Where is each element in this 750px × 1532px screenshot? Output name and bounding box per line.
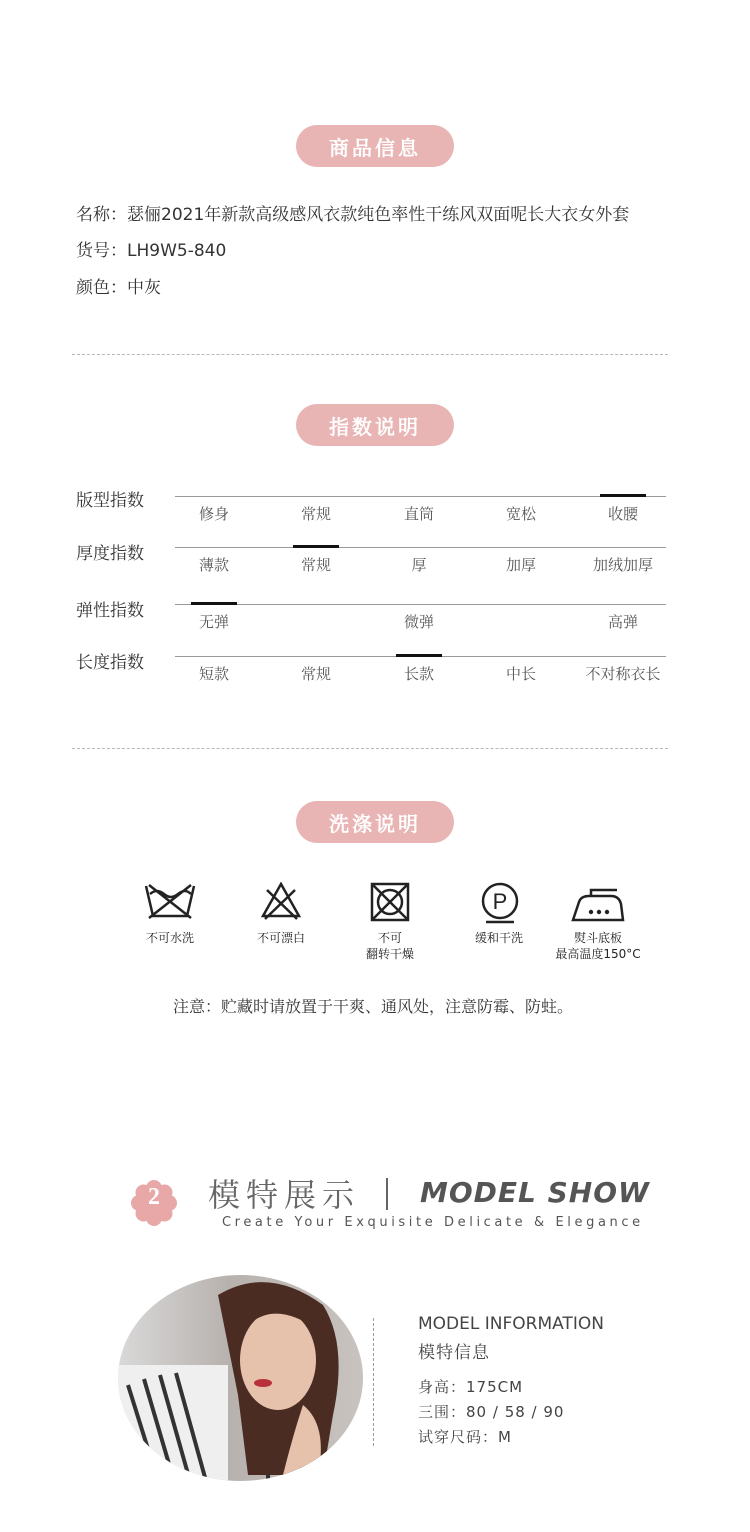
index-option: 收腰 <box>607 505 638 523</box>
product-name-row <box>76 200 629 225</box>
product-color-row <box>76 273 161 298</box>
index-option: 直筒 <box>403 505 434 523</box>
index-option: 长款 <box>403 665 434 683</box>
index-option: 微弹 <box>403 613 434 631</box>
svg-text:P: P <box>492 889 508 914</box>
index-scale-line <box>175 604 666 605</box>
index-label: 长度指数 <box>76 653 144 673</box>
product-code-row <box>76 236 226 261</box>
model-info-heading-cn: 模特信息 <box>418 1343 490 1363</box>
model-photo <box>118 1275 363 1481</box>
model-height-row: 身高：175CM <box>418 1378 524 1396</box>
product-code-value: LH9W5-840 <box>127 241 227 261</box>
wash-label-no-tumble-dry: 不可 翻转干燥 <box>365 931 414 961</box>
section-number: 2 <box>148 1184 160 1210</box>
model-section-title-cn: 模特展示 <box>208 1176 361 1214</box>
no-tumble-dry-icon <box>370 882 410 922</box>
index-option: 中长 <box>505 665 536 683</box>
index-option: 常规 <box>300 665 331 683</box>
model-size-row: 试穿尺码：M <box>418 1428 512 1446</box>
model-measurements-row: 三围：80 / 58 / 90 <box>418 1403 565 1421</box>
index-selected-marker <box>600 494 646 497</box>
wash-label-no-bleach: 不可漂白 <box>256 931 305 945</box>
index-label: 厚度指数 <box>76 544 144 564</box>
model-section-title-en: MODEL SHOW <box>420 1176 650 1209</box>
product-name-value: 瑟俪2021年新款高级感风衣款纯色率性干练风双面呢长大衣女外套 <box>127 205 630 225</box>
index-option: 不对称衣长 <box>585 665 661 683</box>
no-bleach-icon <box>261 882 301 920</box>
index-option: 高弹 <box>607 613 638 631</box>
model-info-heading-en: MODEL INFORMATION <box>418 1314 604 1334</box>
iron-icon <box>571 886 625 924</box>
wash-label-gentle-dry-clean: 缓和干洗 <box>474 931 523 945</box>
index-option: 修身 <box>198 505 229 523</box>
index-option: 厚 <box>411 556 427 574</box>
index-selected-marker <box>396 654 442 657</box>
index-selected-marker <box>293 545 339 548</box>
index-option: 短款 <box>198 665 229 683</box>
index-option: 薄款 <box>198 556 229 574</box>
product-code-label: 货号： <box>76 241 127 261</box>
index-label: 版型指数 <box>76 491 144 511</box>
index-option: 常规 <box>300 556 331 574</box>
index-option: 无弹 <box>198 613 229 631</box>
index-option: 加绒加厚 <box>592 556 653 574</box>
section-title-product-info: 商品信息 <box>296 125 454 167</box>
index-option: 常规 <box>300 505 331 523</box>
index-option: 加厚 <box>505 556 536 574</box>
title-separator <box>386 1178 388 1210</box>
wash-label-no-wash: 不可水洗 <box>145 931 194 945</box>
model-section-subtitle: Create Your Exquisite Delicate & Elegance <box>222 1215 644 1230</box>
product-color-label: 颜色： <box>76 278 127 298</box>
index-scale-line <box>175 496 666 497</box>
index-selected-marker <box>191 602 237 605</box>
divider <box>72 354 668 355</box>
divider <box>72 748 668 749</box>
index-option: 宽松 <box>505 505 536 523</box>
product-name-label: 名称： <box>76 205 127 225</box>
gentle-dry-clean-icon <box>480 882 520 924</box>
info-divider <box>373 1318 374 1446</box>
product-color-value: 中灰 <box>127 278 161 298</box>
storage-note: 注意：贮藏时请放置于干爽、通风处，注意防霉、防蛀。 <box>172 997 573 1016</box>
section-title-wash: 洗涤说明 <box>296 801 454 843</box>
index-scale-line <box>175 547 666 548</box>
no-wash-icon <box>144 882 196 920</box>
wash-label-iron: 熨斗底板 最高温度150°C <box>555 931 641 961</box>
index-label: 弹性指数 <box>76 601 144 621</box>
section-title-index: 指数说明 <box>296 404 454 446</box>
